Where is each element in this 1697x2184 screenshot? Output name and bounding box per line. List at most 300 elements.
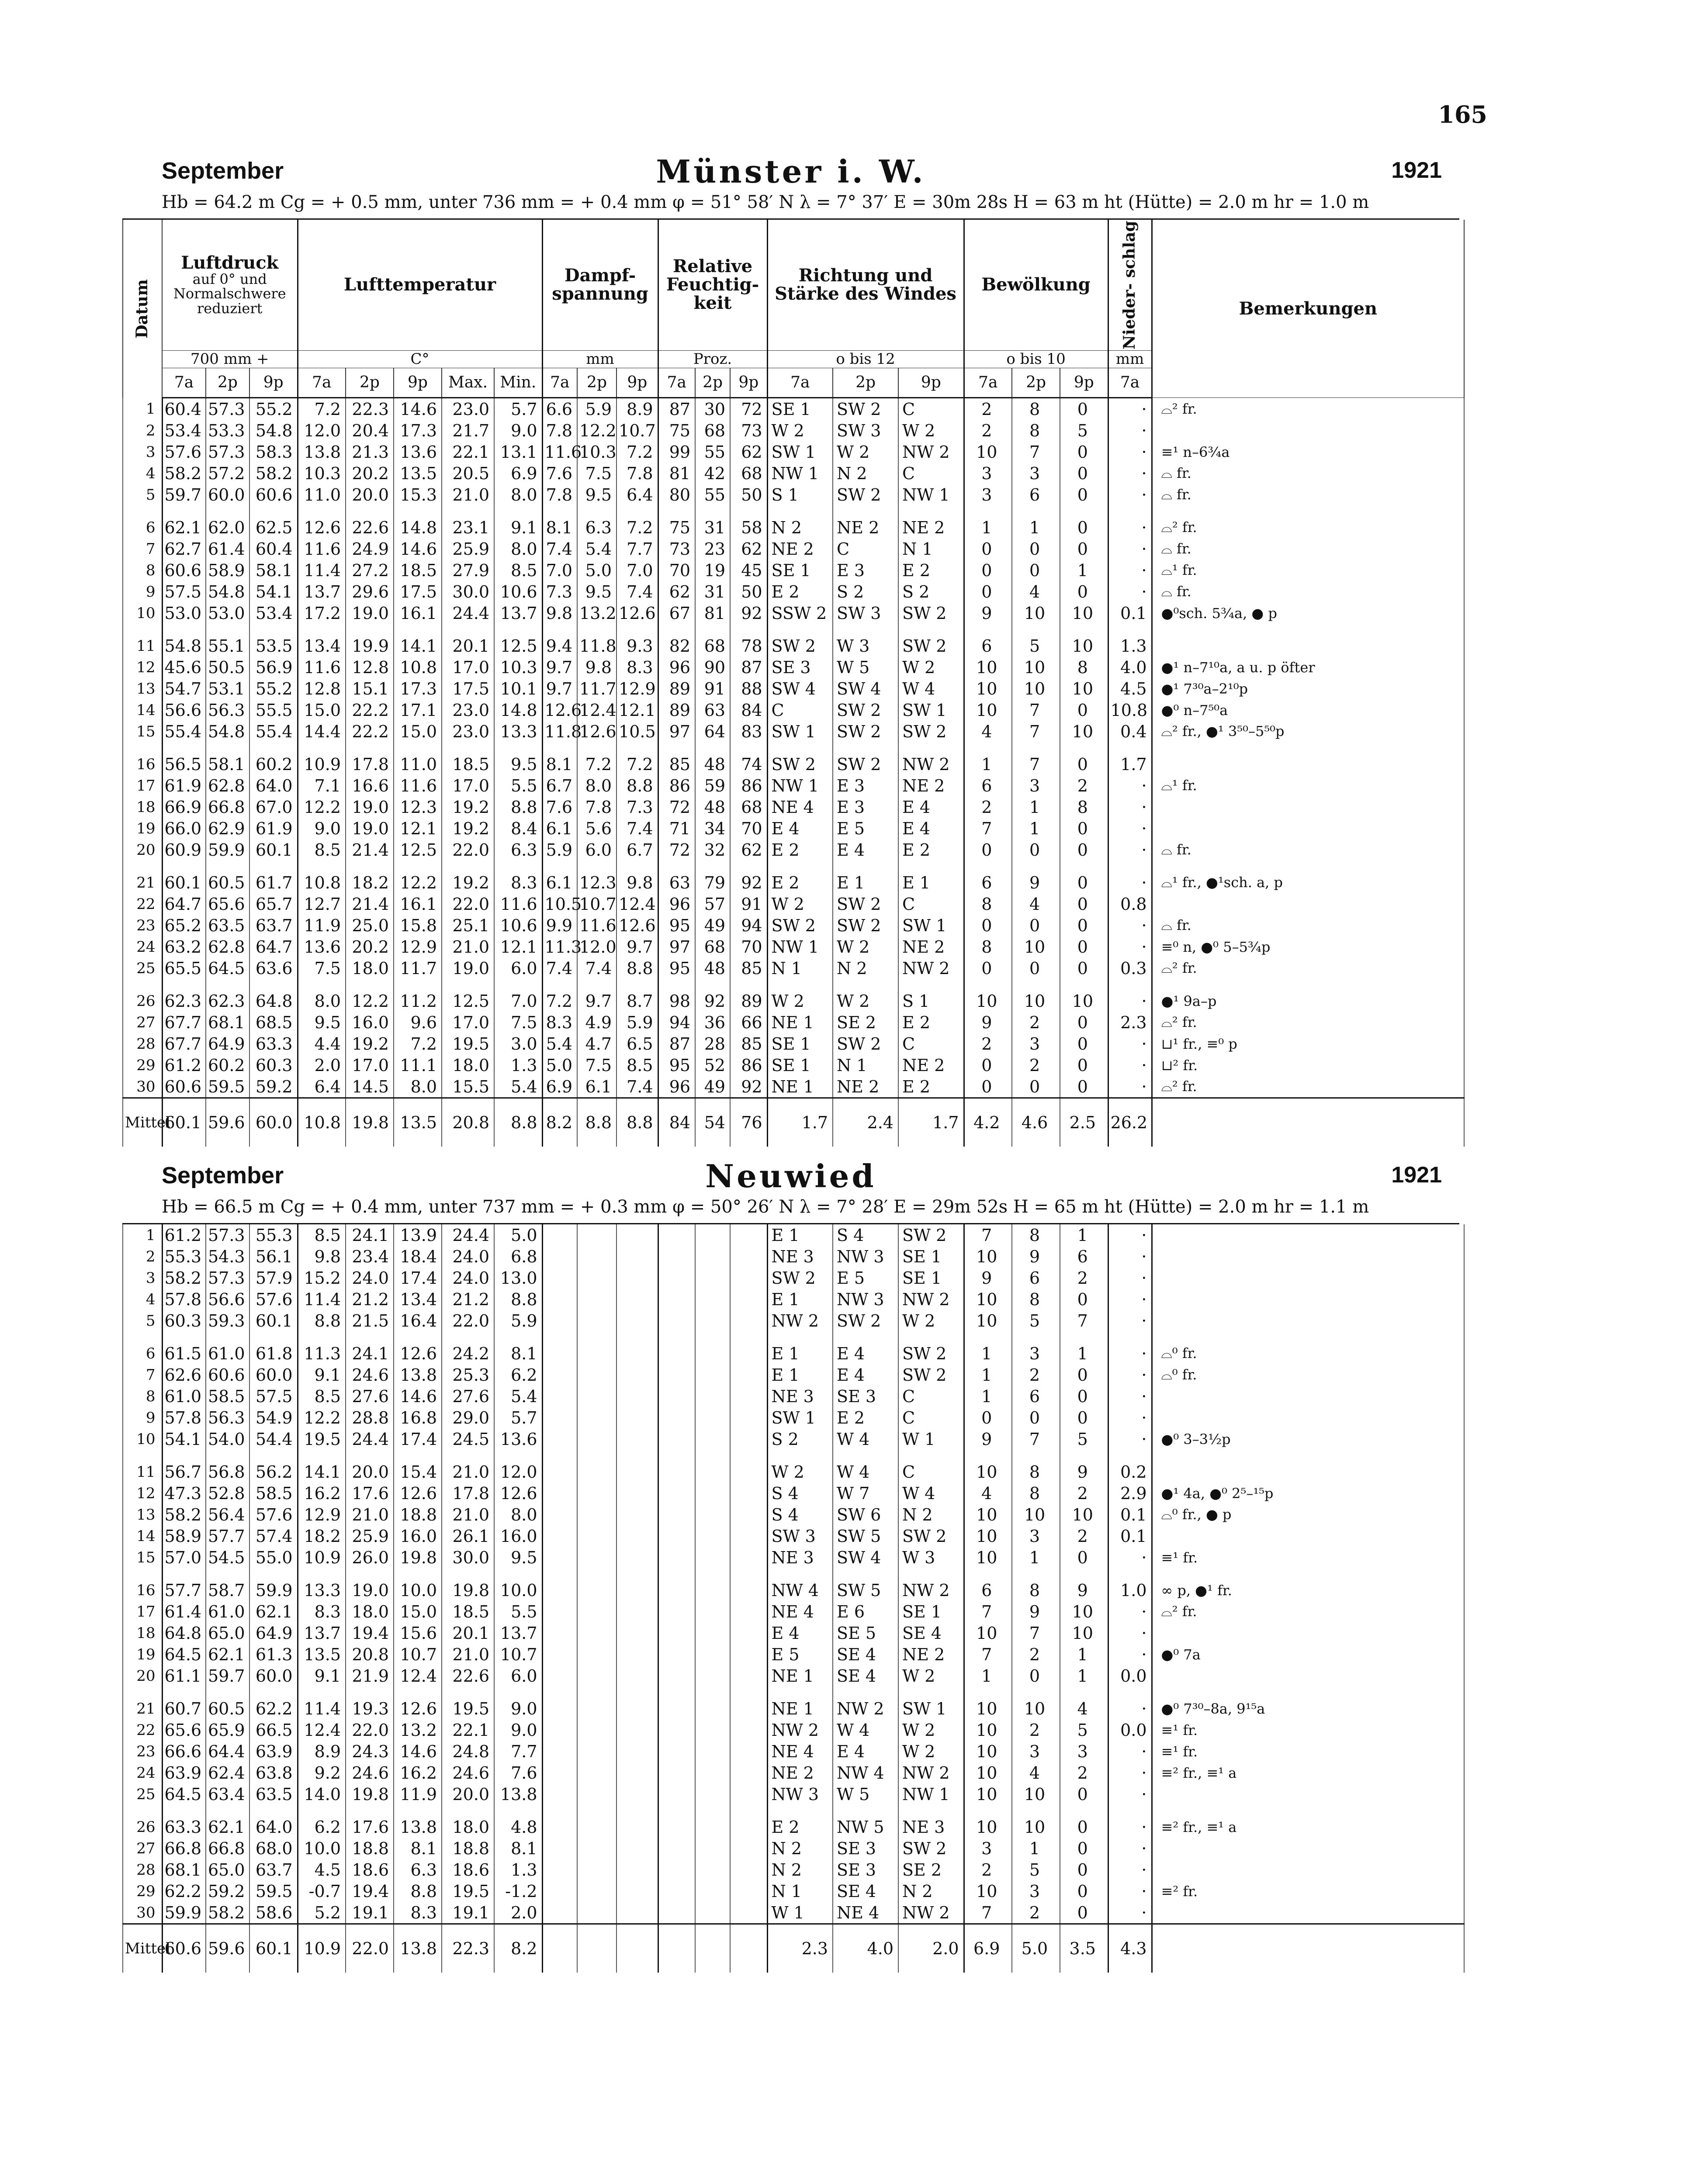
table-cell: 57.5 [162, 581, 206, 602]
table-cell [616, 1525, 658, 1547]
cloud-cell: 0 [1060, 505, 1108, 538]
cloud-cell: 8 [1012, 1568, 1060, 1601]
table-cell: 24.4 [442, 1224, 494, 1246]
table-cell: 66.8 [206, 1838, 249, 1859]
table-cell: 12.6 [616, 915, 658, 936]
table-cell: 12.8 [346, 657, 394, 678]
table-cell: 7.0 [494, 979, 542, 1012]
table-cell: 10.6 [494, 581, 542, 602]
mean-cell: 60.1 [162, 1098, 206, 1147]
table-cell: 12.6 [394, 1482, 442, 1504]
table-cell: 10.3 [494, 657, 542, 678]
table-cell: 15.0 [394, 1601, 442, 1622]
table-cell: 17.0 [346, 1054, 394, 1076]
table-cell: 11.3 [542, 936, 577, 957]
table-row [123, 1076, 1464, 1098]
remark-cell: ⌓ fr. [1152, 463, 1464, 484]
table-cell: 22.6 [442, 1665, 494, 1686]
wind-cell: W 4 [833, 1428, 898, 1450]
cloud-cell: 2 [1012, 1719, 1060, 1741]
wind-cell: S 2 [833, 581, 898, 602]
station-constants: Hb = 66.5 m Cg = + 0.4 mm, unter 737 mm = + 0.3 mm φ = 50° 26′ N λ = 7° 28′ E = 29m 52s H = 65 m ht (Hütte) = 2.0 m hr = 1.1 m [122, 1197, 1459, 1224]
pressure-header [162, 220, 298, 350]
table-cell: 19.0 [442, 957, 494, 979]
day-cell: 25 [123, 957, 162, 979]
cloud-cell: 8 [1012, 1482, 1060, 1504]
table-row [123, 775, 1464, 796]
day-cell: 11 [123, 1450, 162, 1482]
table-cell: 10.5 [542, 893, 577, 915]
table-cell: 8.1 [494, 1331, 542, 1364]
table-cell: 10.8 [394, 657, 442, 678]
remark-cell: ●¹ 9a–p [1152, 979, 1464, 1012]
table-cell [542, 1665, 577, 1686]
col-7a: 7a [542, 368, 577, 398]
table-cell [658, 1331, 695, 1364]
table-cell: 24.0 [346, 1267, 394, 1289]
table-cell [542, 1902, 577, 1924]
wind-cell: E 2 [767, 839, 833, 860]
cloud-cell: 10 [1012, 936, 1060, 957]
table-cell: 68 [730, 463, 767, 484]
table-cell [616, 1859, 658, 1880]
table-row [123, 979, 1464, 1012]
table-cell: 8.1 [542, 505, 577, 538]
table-cell: 18.0 [346, 957, 394, 979]
table-cell: 4.0 [1108, 657, 1152, 678]
cloud-cell: 3 [1012, 463, 1060, 484]
cloud-cell: 6 [1060, 1246, 1108, 1267]
remark-cell: ●⁰sch. 5¾a, ● p [1152, 602, 1464, 624]
wind-cell: SSW 2 [767, 602, 833, 624]
table-cell: 19.4 [346, 1622, 394, 1644]
mean-cell: 8.2 [494, 1924, 542, 1973]
mean-cell: 10.8 [298, 1098, 346, 1147]
table-row [123, 463, 1464, 484]
table-cell: 7.2 [616, 441, 658, 463]
table-cell [695, 1547, 730, 1568]
table-row [123, 957, 1464, 979]
table-cell: 12.6 [542, 699, 577, 721]
cloud-cell: 6 [1012, 1386, 1060, 1407]
table-cell: 60.5 [206, 1686, 249, 1719]
table-cell: 22.0 [442, 839, 494, 860]
day-cell: 18 [123, 1622, 162, 1644]
table-cell: 19.0 [346, 796, 394, 818]
table-cell: 0.8 [1108, 893, 1152, 915]
cloud-cell: 0 [1012, 1665, 1060, 1686]
table-row [123, 1783, 1464, 1805]
table-cell: 9.8 [577, 657, 616, 678]
table-cell [577, 1859, 616, 1880]
table-cell: 19.1 [346, 1902, 394, 1924]
table-cell [730, 1525, 767, 1547]
table-cell: 5.4 [577, 538, 616, 560]
table-row [123, 1568, 1464, 1601]
table-cell: · [1108, 1267, 1152, 1289]
cloud-cell: 2 [1012, 1012, 1060, 1033]
cloud-cell: 6 [964, 1568, 1012, 1601]
remark-cell: ⌓ fr. [1152, 538, 1464, 560]
table-cell: 55 [695, 484, 730, 505]
table-cell [658, 1450, 695, 1482]
table-cell: 12.5 [442, 979, 494, 1012]
table-cell: 58.2 [162, 463, 206, 484]
cloud-cell: 10 [1060, 624, 1108, 657]
cloud-cell: 7 [1060, 1310, 1108, 1331]
wind-cell: E 1 [833, 860, 898, 893]
table-cell: 4.9 [577, 1012, 616, 1033]
table-cell: 25.9 [346, 1525, 394, 1547]
wind-cell: W 2 [898, 1310, 964, 1331]
table-cell: 11.2 [394, 979, 442, 1012]
cloud-cell: 8 [1060, 657, 1108, 678]
day-cell: 28 [123, 1859, 162, 1880]
cloud-cell: 0 [1060, 1902, 1108, 1924]
table-cell [695, 1504, 730, 1525]
mean-row [123, 1098, 1464, 1147]
remark-cell: ≡² fr. [1152, 1880, 1464, 1902]
table-cell: 10.1 [494, 678, 542, 699]
cloud-cell: 10 [1060, 1504, 1108, 1525]
table-cell: 21.0 [442, 1644, 494, 1665]
cloud-cell: 0 [1060, 1783, 1108, 1805]
wind-cell: E 2 [767, 860, 833, 893]
table-cell: 10.8 [298, 860, 346, 893]
table-cell: 25.3 [442, 1364, 494, 1386]
table-cell: 7.7 [616, 538, 658, 560]
cloud-cell: 7 [1012, 699, 1060, 721]
table-cell: 21.0 [442, 1450, 494, 1482]
cloud-cell: 8 [964, 893, 1012, 915]
wind-cell: NW 3 [833, 1289, 898, 1310]
table-cell: 56.6 [206, 1289, 249, 1310]
table-cell: 62.8 [206, 936, 249, 957]
table-cell: 8.3 [542, 1012, 577, 1033]
table-cell: 10.9 [298, 1547, 346, 1568]
day-cell: 4 [123, 463, 162, 484]
table-cell: 61.2 [162, 1054, 206, 1076]
table-cell: 45 [730, 560, 767, 581]
remark-cell: ●¹ n–7¹⁰a, a u. p öfter [1152, 657, 1464, 678]
remark-cell: ●¹ 4a, ●⁰ 2⁵–¹⁵p [1152, 1482, 1464, 1504]
cloud-cell: 0 [1012, 560, 1060, 581]
table-cell: 57.3 [206, 398, 249, 420]
cloud-header: Bewölkung [964, 220, 1108, 350]
table-cell: 19.9 [346, 624, 394, 657]
table-cell: 58.5 [206, 1386, 249, 1407]
wind-cell: NW 2 [898, 1289, 964, 1310]
table-row [123, 1719, 1464, 1741]
cloud-cell: 10 [964, 1289, 1012, 1310]
cloud-cell: 10 [1012, 1504, 1060, 1525]
day-cell: 3 [123, 1267, 162, 1289]
col-2p: 2p [346, 368, 394, 398]
table-cell: 61.0 [162, 1386, 206, 1407]
wind-cell: SW 2 [833, 699, 898, 721]
table-cell: 79 [695, 860, 730, 893]
table-cell [616, 1880, 658, 1902]
table-cell: 6.4 [298, 1076, 346, 1098]
table-cell: 68 [695, 936, 730, 957]
cloud-cell: 9 [964, 602, 1012, 624]
table-cell: 15.8 [394, 915, 442, 936]
table-cell: 63.9 [162, 1762, 206, 1783]
table-cell: 72 [658, 796, 695, 818]
table-cell: 78 [730, 624, 767, 657]
table-cell: 20.0 [346, 484, 394, 505]
table-cell: 21.9 [346, 1665, 394, 1686]
table-cell [658, 1428, 695, 1450]
cloud-unit: o bis 10 [964, 350, 1108, 368]
mean-cell: 6.9 [964, 1924, 1012, 1973]
table-cell [658, 1364, 695, 1386]
table-cell [542, 1547, 577, 1568]
day-cell: 13 [123, 678, 162, 699]
table-row [123, 657, 1464, 678]
cloud-cell: 10 [964, 657, 1012, 678]
table-cell: 12.8 [298, 678, 346, 699]
table-cell: 50 [730, 581, 767, 602]
table-cell: 56.4 [206, 1504, 249, 1525]
wind-cell: NE 2 [833, 1076, 898, 1098]
table-cell: 11.3 [298, 1331, 346, 1364]
cloud-cell: 4 [964, 721, 1012, 742]
table-cell: 2.9 [1108, 1482, 1152, 1504]
cloud-cell: 10 [964, 1246, 1012, 1267]
table-cell [695, 1644, 730, 1665]
col-2p: 2p [577, 368, 616, 398]
col-9p: 9p [394, 368, 442, 398]
table-cell [616, 1741, 658, 1762]
cloud-cell: 0 [964, 538, 1012, 560]
wind-cell: NE 3 [898, 1805, 964, 1838]
table-cell: 58.3 [249, 441, 298, 463]
table-cell [616, 1838, 658, 1859]
day-cell: 12 [123, 1482, 162, 1504]
table-cell [730, 1644, 767, 1665]
remark-cell [1152, 1838, 1464, 1859]
table-cell [577, 1428, 616, 1450]
mean-cell: 2.5 [1060, 1098, 1108, 1147]
wind-cell: NW 4 [833, 1762, 898, 1783]
table-cell: 8.1 [394, 1838, 442, 1859]
table-row [123, 1762, 1464, 1783]
table-cell: 12.6 [394, 1331, 442, 1364]
table-cell: 60.2 [206, 1054, 249, 1076]
cloud-cell: 1 [1012, 1547, 1060, 1568]
table-cell: 48 [695, 742, 730, 775]
wind-cell: NW 2 [898, 1568, 964, 1601]
table-cell: 70 [730, 818, 767, 839]
table-cell [577, 1601, 616, 1622]
table-cell: 7.4 [616, 1076, 658, 1098]
cloud-cell: 5 [1060, 1719, 1108, 1741]
day-cell: 12 [123, 657, 162, 678]
table-cell: 59.9 [206, 839, 249, 860]
table-cell: 57.9 [249, 1267, 298, 1289]
table-cell: 24.0 [442, 1246, 494, 1267]
table-cell: 61.0 [206, 1601, 249, 1622]
table-cell: 12.6 [394, 1686, 442, 1719]
table-cell: 24.1 [346, 1224, 394, 1246]
table-cell: 20.1 [442, 1622, 494, 1644]
table-row [123, 1601, 1464, 1622]
wind-cell: SE 4 [898, 1622, 964, 1644]
table-cell: 23.4 [346, 1246, 394, 1267]
table-cell: 53.0 [206, 602, 249, 624]
table-cell: 61.2 [162, 1224, 206, 1246]
table-cell: 95 [658, 915, 695, 936]
remark-cell: ≡¹ fr. [1152, 1741, 1464, 1762]
table-row [123, 839, 1464, 860]
wind-cell: SW 2 [833, 893, 898, 915]
cloud-cell: 1 [1060, 1224, 1108, 1246]
table-cell: 19.5 [442, 1686, 494, 1719]
table-cell: · [1108, 1054, 1152, 1076]
table-cell: 63.3 [162, 1805, 206, 1838]
table-cell: 12.1 [616, 699, 658, 721]
cloud-cell: 1 [964, 1386, 1012, 1407]
table-cell [577, 1246, 616, 1267]
table-cell: 12.3 [577, 860, 616, 893]
table-cell: 14.4 [298, 721, 346, 742]
table-cell [542, 1622, 577, 1644]
table-cell: 13.5 [394, 463, 442, 484]
table-cell: 6.3 [394, 1859, 442, 1880]
wind-cell: E 4 [898, 818, 964, 839]
cloud-cell: 1 [964, 742, 1012, 775]
cloud-cell: 10 [1012, 602, 1060, 624]
table-cell: 22.2 [346, 721, 394, 742]
wind-cell: W 2 [833, 936, 898, 957]
table-cell: 5.5 [494, 1601, 542, 1622]
table-cell: 5.7 [494, 398, 542, 420]
wind-cell: NE 4 [833, 1902, 898, 1924]
table-cell [542, 1331, 577, 1364]
table-cell: 10.3 [298, 463, 346, 484]
table-cell: 32 [695, 839, 730, 860]
wind-cell: SW 6 [833, 1504, 898, 1525]
wind-cell: S 4 [833, 1224, 898, 1246]
table-cell: 63.9 [249, 1741, 298, 1762]
table-cell: 90 [695, 657, 730, 678]
table-cell: 58.1 [206, 742, 249, 775]
table-cell: 5.9 [577, 398, 616, 420]
table-cell: 11.0 [298, 484, 346, 505]
table-cell: 9.5 [577, 581, 616, 602]
table-cell [658, 1246, 695, 1267]
cloud-cell: 3 [1012, 1741, 1060, 1762]
table-cell: 96 [658, 1076, 695, 1098]
table-cell: 89 [730, 979, 767, 1012]
table-cell: 26.0 [346, 1547, 394, 1568]
table-cell [730, 1783, 767, 1805]
table-cell: 12.6 [494, 1482, 542, 1504]
table-cell [577, 1762, 616, 1783]
table-cell: 82 [658, 624, 695, 657]
wind-cell: E 4 [767, 1622, 833, 1644]
wind-cell: SW 5 [833, 1525, 898, 1547]
table-cell: 64.9 [206, 1033, 249, 1054]
table-cell: 7.3 [616, 796, 658, 818]
table-cell: 8.3 [494, 860, 542, 893]
table-cell [542, 1407, 577, 1428]
table-row [123, 1386, 1464, 1407]
cloud-cell: 6 [964, 775, 1012, 796]
table-cell: 19.2 [442, 796, 494, 818]
table-cell [616, 1267, 658, 1289]
table-cell [616, 1428, 658, 1450]
day-cell: 14 [123, 1525, 162, 1547]
table-cell: 10.7 [577, 893, 616, 915]
cloud-cell: 7 [1012, 742, 1060, 775]
table-cell: · [1108, 1246, 1152, 1267]
table-cell: 23.1 [442, 505, 494, 538]
table-cell [695, 1805, 730, 1838]
table-cell: 89 [658, 699, 695, 721]
table-cell [658, 1482, 695, 1504]
table-cell: 13.7 [298, 1622, 346, 1644]
table-cell: 70 [730, 936, 767, 957]
cloud-cell: 6 [1012, 1267, 1060, 1289]
table-cell: 8.9 [298, 1741, 346, 1762]
table-cell: 19.0 [346, 1568, 394, 1601]
table-cell: 11.9 [298, 915, 346, 936]
table-cell: 18.4 [394, 1246, 442, 1267]
mean-cell: 1.7 [898, 1098, 964, 1147]
remark-cell: ⌓ fr. [1152, 581, 1464, 602]
wind-cell: NW 4 [767, 1568, 833, 1601]
table-cell [658, 1686, 695, 1719]
cloud-cell: 10 [1012, 678, 1060, 699]
day-cell: 9 [123, 1407, 162, 1428]
table-cell: 8.0 [394, 1076, 442, 1098]
table-cell [658, 1601, 695, 1622]
wind-cell: SW 2 [898, 721, 964, 742]
table-cell: 28.8 [346, 1407, 394, 1428]
table-cell: · [1108, 581, 1152, 602]
table-cell [658, 1267, 695, 1289]
vapor-header: Dampf- spannung [542, 220, 658, 350]
wind-cell: E 5 [767, 1644, 833, 1665]
cloud-cell: 10 [1060, 678, 1108, 699]
mean-cell: 4.3 [1108, 1924, 1152, 1973]
table-row [123, 484, 1464, 505]
table-cell: 60.5 [206, 860, 249, 893]
wind-cell: NE 1 [767, 1686, 833, 1719]
table-cell: 62.4 [206, 1762, 249, 1783]
table-cell: 62 [730, 538, 767, 560]
day-cell: 24 [123, 1762, 162, 1783]
observation-table [122, 1224, 1465, 1973]
table-cell: 12.7 [298, 893, 346, 915]
cloud-cell: 0 [1012, 1076, 1060, 1098]
table-cell: · [1108, 1428, 1152, 1450]
table-cell: 18.0 [442, 1805, 494, 1838]
table-cell: 13.1 [494, 441, 542, 463]
table-row [123, 1331, 1464, 1364]
pressure-unit: 700 mm + [162, 350, 298, 368]
cloud-cell: 0 [1060, 742, 1108, 775]
table-cell: 4.5 [1108, 678, 1152, 699]
table-cell [658, 1859, 695, 1880]
table-cell: 27.6 [346, 1386, 394, 1407]
day-cell: 16 [123, 742, 162, 775]
day-cell: 2 [123, 420, 162, 441]
table-cell: 8.0 [577, 775, 616, 796]
wind-cell: NE 4 [767, 796, 833, 818]
